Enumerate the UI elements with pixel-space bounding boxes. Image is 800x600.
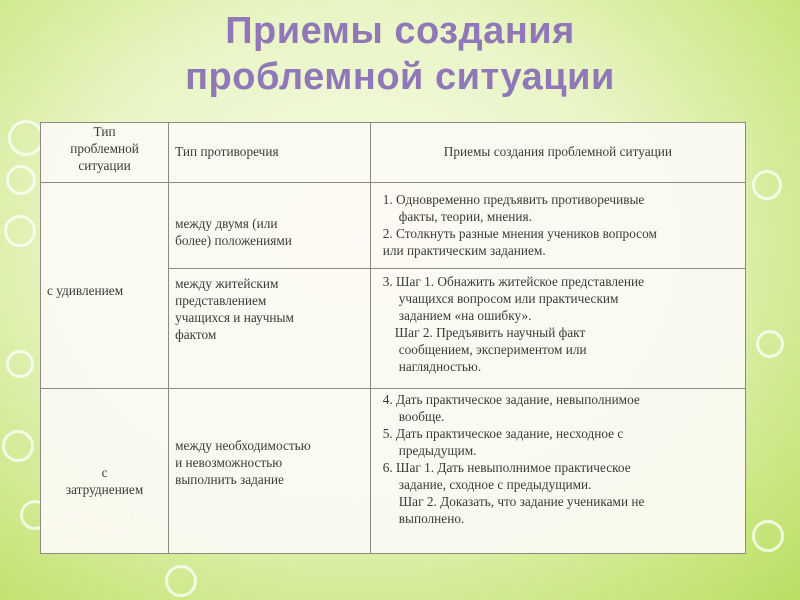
- technique-line: вообще.: [398, 409, 445, 424]
- contradiction-line: между необходимостью: [175, 438, 311, 453]
- contradiction-cell: [169, 389, 371, 554]
- circle-decor: [6, 350, 34, 378]
- technique-line: 2. Столкнуть разные мнения учеников вопросом: [382, 226, 657, 241]
- header-situation-type: [41, 123, 169, 183]
- circle-decor: [4, 215, 36, 247]
- header-text: Тип противоречия: [175, 144, 279, 159]
- technique-line: выполнено.: [398, 511, 465, 526]
- situation-surprise-cell: [41, 183, 169, 389]
- contradiction-line: между двумя (или: [175, 216, 278, 231]
- circle-decor: [6, 165, 36, 195]
- circle-decor: [756, 330, 784, 358]
- situation-label: с: [101, 465, 108, 480]
- contradiction-line: представлением: [175, 293, 267, 308]
- techniques-cell: [370, 269, 745, 389]
- table-row: [41, 389, 746, 554]
- slide-title: [0, 8, 800, 100]
- header-contradiction-type: [169, 123, 371, 183]
- technique-line: Шаг 2. Доказать, что задание учениками не: [398, 494, 645, 509]
- header-line: проблемной: [70, 141, 139, 156]
- technique-line: задание, сходное с предыдущими.: [398, 477, 592, 492]
- header-line: Тип: [93, 124, 116, 139]
- situation-difficulty-cell: [41, 389, 169, 554]
- circle-decor: [752, 520, 784, 552]
- contradiction-cell: [169, 269, 371, 389]
- technique-line: предыдущим.: [398, 443, 477, 458]
- circle-decor: [752, 170, 782, 200]
- situation-label: с удивлением: [47, 283, 124, 298]
- header-text: Приемы создания проблемной ситуации: [443, 144, 672, 159]
- technique-line: 6. Шаг 1. Дать невыполнимое практическое: [382, 460, 631, 475]
- technique-line: 4. Дать практическое задание, невыполнимое: [382, 392, 640, 407]
- techniques-table: [40, 122, 746, 554]
- technique-line: учащихся вопросом или практическим: [398, 291, 619, 306]
- techniques-table-container: [40, 122, 746, 554]
- header-line: ситуации: [78, 158, 131, 173]
- technique-line: 3. Шаг 1. Обнажить житейское представление: [382, 274, 644, 289]
- circle-decor: [8, 120, 44, 156]
- situation-label: затруднением: [65, 482, 144, 497]
- circle-decor: [165, 565, 197, 597]
- circle-decor: [2, 430, 34, 462]
- contradiction-line: и невозможностью: [175, 455, 283, 470]
- techniques-cell: [370, 389, 745, 554]
- title-line-1: Приемы создания: [225, 10, 575, 52]
- table-header-row: [41, 123, 746, 183]
- table-row: [41, 183, 746, 269]
- header-techniques: [370, 123, 745, 183]
- technique-line: сообщением, экспериментом или: [398, 342, 587, 357]
- techniques-cell: [370, 183, 745, 269]
- technique-line: или практическим заданием.: [382, 243, 546, 258]
- contradiction-line: учащихся и научным: [175, 310, 294, 325]
- technique-line: 5. Дать практическое задание, несходное с: [382, 426, 624, 441]
- contradiction-cell: [169, 183, 371, 269]
- contradiction-line: фактом: [175, 327, 217, 342]
- contradiction-line: более) положениями: [175, 233, 292, 248]
- technique-line: наглядностью.: [398, 359, 482, 374]
- technique-line: Шаг 2. Предъявить научный факт: [394, 325, 586, 340]
- technique-line: 1. Одновременно предъявить противоречивые: [382, 192, 645, 207]
- title-line-2: проблемной ситуации: [185, 56, 615, 98]
- technique-line: факты, теории, мнения.: [398, 209, 532, 224]
- contradiction-line: выполнить задание: [175, 472, 284, 487]
- contradiction-line: между житейским: [175, 276, 279, 291]
- technique-line: заданием «на ошибку».: [398, 308, 532, 323]
